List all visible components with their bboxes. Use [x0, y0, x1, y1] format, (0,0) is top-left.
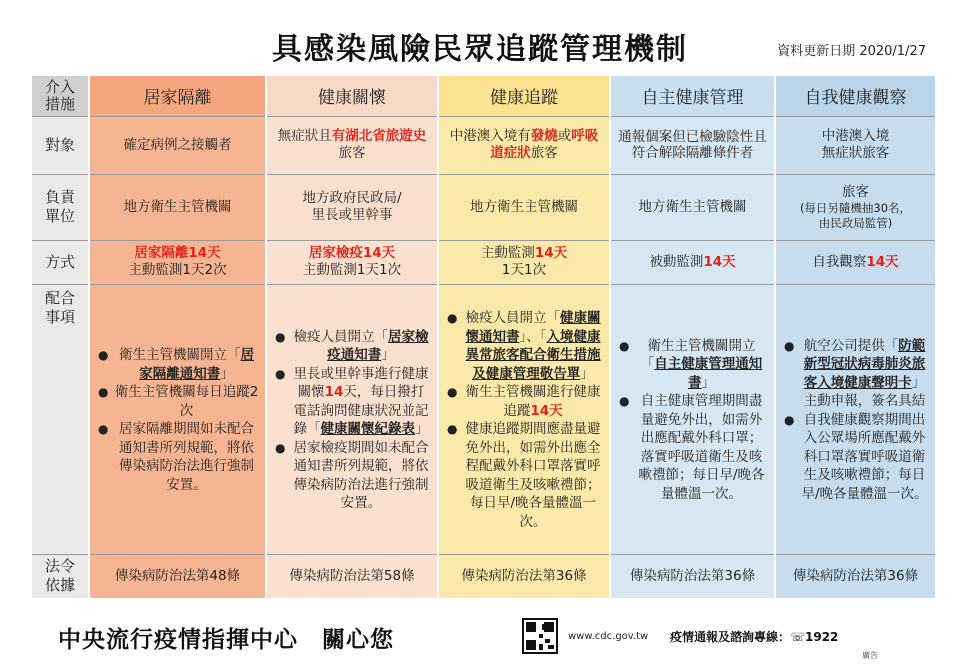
- list-item: ● 衛生主管機關開立「居家隔離通知書」: [98, 347, 254, 382]
- list-item: ● 衛生主管機關每日追蹤2次: [98, 384, 259, 419]
- law-c1: 傳染病防治法第48條: [89, 554, 266, 598]
- target-c3: 中港澳入境有發燒或呼吸道症狀旅客: [438, 116, 610, 174]
- col-header-home-isolation: 居家隔離: [89, 76, 266, 116]
- target-c4: 通報個案但已檢驗陰性且符合解除隔離條件者: [610, 116, 775, 174]
- law-c4: 傳染病防治法第36條: [610, 554, 775, 598]
- law-row: [31, 554, 935, 598]
- coop-c4: [610, 284, 775, 554]
- method-c3: 主動監測14天 1天1次: [438, 240, 610, 284]
- law-c2: 傳染病防治法第58條: [266, 554, 438, 598]
- coop-c1: [89, 284, 266, 554]
- coop-c5: [775, 284, 935, 554]
- coop-row: [31, 284, 935, 554]
- list-item: ● 健康追蹤期間應盡量避免外出，如需外出應全程配戴外科口罩落實呼吸道衛生及咳嗽禮節；每日早/晚各量體溫一次。: [447, 421, 601, 530]
- law-c3: 傳染病防治法第36條: [438, 554, 610, 598]
- list-item: ● 居家隔離期間如未配合通知書所列規範，將依傳染病防治法進行強制安置。: [98, 421, 254, 493]
- qr-code-icon: [522, 618, 558, 654]
- list-item: ● 檢疫人員開立「健康關懷通知書」、「入境健康異常旅客配合衛生措施及健康管理敬告單」: [447, 310, 601, 382]
- list-item: ● 里長或里幹事進行健康關懷14天，每日撥打電話詢問健康狀況並記錄「健康關懷紀錄表」: [275, 365, 429, 437]
- row-label-coop: 配合 事項: [31, 284, 89, 554]
- update-date: 資料更新日期 2020/1/27: [777, 44, 926, 59]
- method-c5: 自我觀察14天: [775, 240, 935, 284]
- list-item: ● 自主健康管理期間盡量避免外出，如需外出應配戴外科口罩；落實呼吸道衛生及咳嗽禮節；每日早/晚各量體溫一次。: [619, 393, 765, 502]
- target-c1: 確定病例之接觸者: [89, 116, 266, 174]
- resp-c2: 地方政府民政局/ 里長或里幹事: [266, 174, 438, 240]
- law-c5: 傳染病防治法第36條: [775, 554, 935, 598]
- row-label-target: 對象: [31, 116, 89, 174]
- method-row: [31, 240, 935, 284]
- website-link[interactable]: www.cdc.gov.tw: [568, 631, 649, 642]
- list-item: ● 航空公司提供「防範新型冠狀病毒肺炎旅客入境健康聲明卡」主動申報，簽名具結: [784, 337, 926, 410]
- method-c2: 居家檢疫14天 主動監測1天1次: [266, 240, 438, 284]
- method-c1: 居家隔離14天 主動監測1天2次: [89, 240, 266, 284]
- row-label-method: 方式: [31, 240, 89, 284]
- coop-c2: [266, 284, 438, 554]
- method-c4: 被動監測14天: [610, 240, 775, 284]
- target-row: [31, 116, 935, 174]
- measures-table: [30, 76, 935, 598]
- hotline-text: 疫情通報及諮詢專線：☏1922: [670, 630, 839, 644]
- list-item: ● 居家檢疫期間如未配合通知書所列規範，將依傳染病防治法進行強制安置。: [275, 439, 429, 511]
- header-row: [31, 76, 935, 116]
- org-slogan: 中央流行疫情指揮中心 關心您: [58, 627, 394, 653]
- resp-c3: 地方衛生主管機關: [438, 174, 610, 240]
- corner-label: 介入 措施: [31, 76, 89, 116]
- page-title: 具感染風險民眾追蹤管理機制: [272, 32, 688, 67]
- resp-c4: 地方衛生主管機關: [610, 174, 775, 240]
- col-header-health-tracking: 健康追蹤: [438, 76, 610, 116]
- target-c2: 無症狀且有湖北省旅遊史旅客: [266, 116, 438, 174]
- list-item: ● 衛生主管機關開立「自主健康管理通知書」: [619, 337, 763, 391]
- resp-c1: 地方衛生主管機關: [89, 174, 266, 240]
- list-item: ● 自我健康觀察期間出入公眾場所應配戴外科口罩落實呼吸道衛生及咳嗽禮節；每日早/晚各量體溫一次。: [784, 411, 928, 502]
- col-header-health-care: 健康關懷: [266, 76, 438, 116]
- ad-label: 廣告: [862, 651, 878, 660]
- row-label-responsibility: 負責 單位: [31, 174, 89, 240]
- resp-c5: 旅客 (每日另隨機抽30名， 由民政局監管): [775, 174, 935, 240]
- list-item: ● 檢疫人員開立「居家檢疫通知書」: [275, 328, 429, 363]
- col-header-self-observation: 自我健康觀察: [775, 76, 935, 116]
- row-label-law: 法令 依據: [31, 554, 89, 598]
- col-header-self-management: 自主健康管理: [610, 76, 775, 116]
- coop-c3: [438, 284, 610, 554]
- target-c5: 中港澳入境 無症狀旅客: [775, 116, 935, 174]
- responsibility-row: [31, 174, 935, 240]
- list-item: ● 衛生主管機關進行健康追蹤14天: [447, 384, 601, 419]
